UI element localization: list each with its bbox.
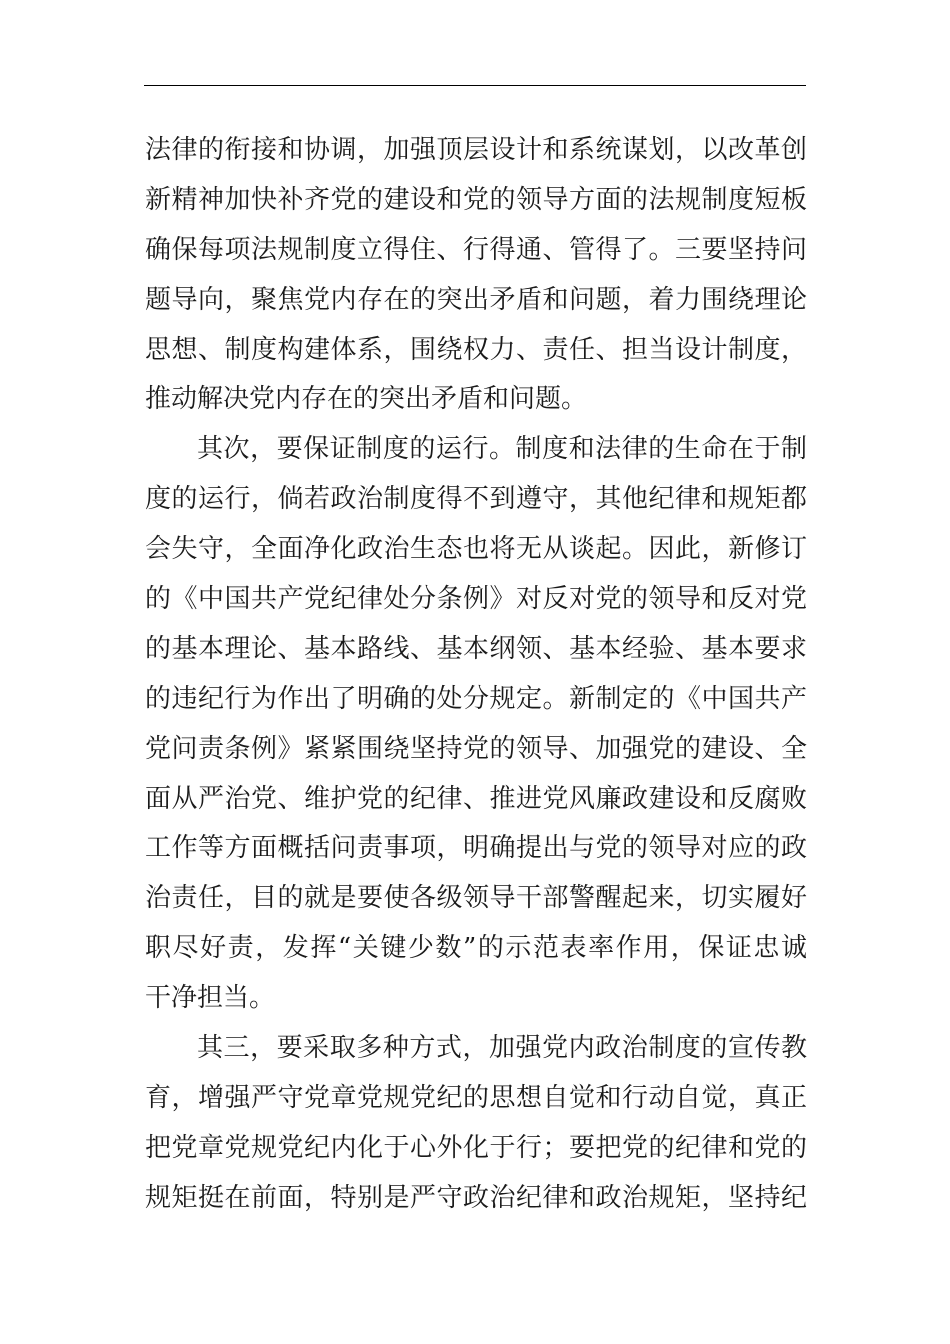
text-line: 育，增强严守党章党规党纪的思想自觉和行动自觉，真正 xyxy=(145,1082,807,1113)
text-line: 确保每项法规制度立得住、行得通、管得了。三要坚持问 xyxy=(145,234,807,265)
text-line: 的违纪行为作出了明确的处分规定。新制定的《中国共产 xyxy=(145,683,807,714)
text-line: 新精神加快补齐党的建设和党的领导方面的法规制度短板 xyxy=(145,184,807,215)
text-line: 党问责条例》紧紧围绕坚持党的领导、加强党的建设、全 xyxy=(145,733,807,764)
text-line: 把党章党规党纪内化于心外化于行；要把党的纪律和党的 xyxy=(145,1132,807,1163)
text-line: 的《中国共产党纪律处分条例》对反对党的领导和反对党 xyxy=(145,584,807,615)
text-line: 职尽好责，发挥“关键少数”的示范表率作用，保证忠诚 xyxy=(145,933,807,964)
text-line: 治责任，目的就是要使各级领导干部警醒起来，切实履好 xyxy=(145,883,807,914)
text-line: 题导向，聚焦党内存在的突出矛盾和问题，着力围绕理论 xyxy=(145,284,807,315)
text-line: 推动解决党内存在的突出矛盾和问题。 xyxy=(145,384,588,415)
paragraph-start-line: 其次，要保证制度的运行。制度和法律的生命在于制 xyxy=(197,434,807,465)
text-line: 思想、制度构建体系，围绕权力、责任、担当设计制度， xyxy=(145,334,807,365)
text-line: 规矩挺在前面，特别是严守政治纪律和政治规矩，坚持纪 xyxy=(145,1182,807,1213)
text-line: 干净担当。 xyxy=(145,983,276,1014)
document-body xyxy=(145,126,807,1224)
header-rule xyxy=(144,85,806,86)
text-line: 的基本理论、基本路线、基本纲领、基本经验、基本要求 xyxy=(145,633,807,664)
text-line: 会失守，全面净化政治生态也将无从谈起。因此，新修订 xyxy=(145,534,807,565)
paragraph-start-line: 其三，要采取多种方式，加强党内政治制度的宣传教 xyxy=(197,1033,807,1064)
text-line: 工作等方面概括问责事项，明确提出与党的领导对应的政 xyxy=(145,833,807,864)
text-line: 法律的衔接和协调，加强顶层设计和系统谋划，以改革创 xyxy=(145,135,807,165)
text-line: 面从严治党、维护党的纪律、推进党风廉政建设和反腐败 xyxy=(145,783,807,814)
text-line: 度的运行，倘若政治制度得不到遵守，其他纪律和规矩都 xyxy=(145,484,807,515)
